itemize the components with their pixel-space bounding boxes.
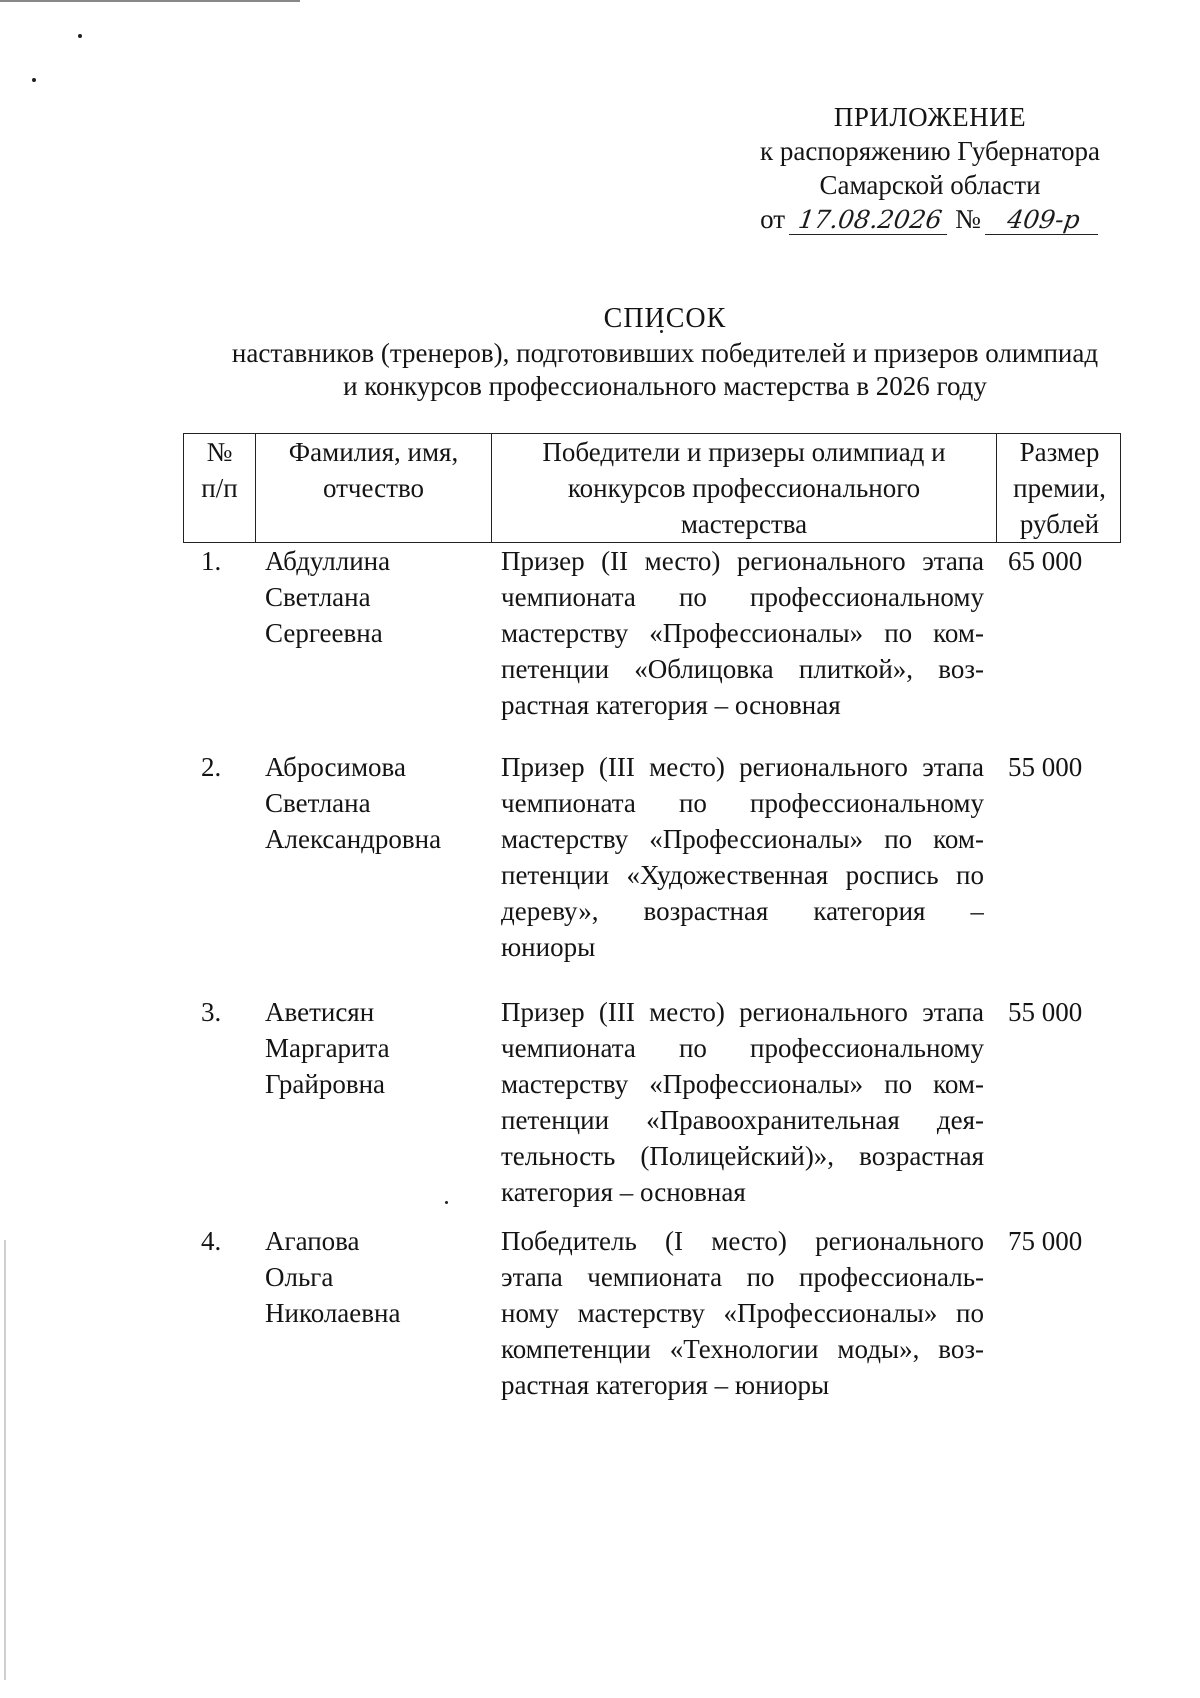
mentors-table bbox=[183, 433, 1121, 1423]
desc-line: Призер (II место) регионального этапа bbox=[501, 546, 984, 576]
name-line: Аветисян bbox=[265, 997, 375, 1027]
desc-line: петенции «Облицовка плиткой», воз- bbox=[501, 654, 984, 684]
date-prefix: от bbox=[760, 204, 786, 234]
row-number: 3. bbox=[201, 997, 222, 1027]
header-text: премии, bbox=[1013, 473, 1106, 503]
scan-speck bbox=[78, 34, 82, 38]
row-amount: 55 000 bbox=[1008, 752, 1083, 782]
document-heading bbox=[150, 302, 1180, 403]
appendix-signature-line bbox=[700, 202, 1160, 236]
name-line: Ольга bbox=[265, 1262, 334, 1292]
header-text: Фамилия, имя, bbox=[288, 437, 459, 467]
table-row bbox=[183, 994, 1121, 1223]
desc-line: петенции «Правоохранительная дея- bbox=[501, 1105, 984, 1135]
name-line: Светлана bbox=[265, 582, 371, 612]
heading-line-2: и конкурсов профессионального мастерства в 2026 году bbox=[343, 371, 987, 401]
row-number: 1. bbox=[201, 546, 222, 576]
row-name bbox=[255, 543, 491, 749]
header-achievement bbox=[492, 434, 997, 542]
scan-edge-line bbox=[0, 0, 300, 2]
desc-line: этапа чемпионата по профессиональ- bbox=[501, 1262, 984, 1292]
scan-speck bbox=[32, 78, 36, 82]
handwritten-date: 17.08.2026 bbox=[789, 206, 951, 235]
header-amount bbox=[997, 434, 1122, 542]
header-name bbox=[256, 434, 492, 542]
desc-line: юниоры bbox=[501, 932, 596, 962]
desc-line: мастерству «Профессионалы» по ком- bbox=[501, 824, 984, 854]
header-number bbox=[184, 434, 256, 542]
desc-line: чемпионата по профессиональному bbox=[501, 788, 984, 818]
name-line: Сергеевна bbox=[265, 618, 383, 648]
header-text: мастерства bbox=[680, 509, 808, 539]
appendix-line-decree: к распоряжению Губернатора bbox=[759, 136, 1101, 166]
desc-line: растная категория – основная bbox=[501, 690, 841, 720]
desc-line: Призер (III место) регионального этапа bbox=[501, 752, 984, 782]
desc-line: мастерству «Профессионалы» по ком- bbox=[501, 1069, 984, 1099]
header-text: № bbox=[206, 437, 233, 467]
row-achievement bbox=[491, 994, 996, 1223]
header-text: п/п bbox=[201, 473, 238, 503]
row-amount: 75 000 bbox=[1008, 1226, 1083, 1256]
row-name bbox=[255, 994, 491, 1223]
desc-line: тельность (Полицейский)», возрастная bbox=[501, 1141, 984, 1171]
header-text: конкурсов профессионального bbox=[567, 473, 921, 503]
desc-line: компетенции «Технологии моды», воз- bbox=[501, 1334, 984, 1364]
desc-line: ному мастерству «Профессионалы» по bbox=[501, 1298, 984, 1328]
desc-line: растная категория – юниоры bbox=[501, 1370, 830, 1400]
desc-line: петенции «Художественная роспись по bbox=[501, 860, 984, 890]
name-line: Николаевна bbox=[265, 1298, 401, 1328]
desc-line: категория – основная bbox=[501, 1177, 746, 1207]
name-line: Александровна bbox=[265, 824, 442, 854]
table-row bbox=[183, 1223, 1121, 1423]
appendix-block bbox=[700, 100, 1160, 236]
name-line: Агапова bbox=[265, 1226, 360, 1256]
desc-line: чемпионата по профессиональному bbox=[501, 582, 984, 612]
table-row bbox=[183, 749, 1121, 994]
heading-line-1: наставников (тренеров), подготовивших победителей и призеров олимпиад bbox=[231, 338, 1099, 368]
row-amount: 55 000 bbox=[1008, 997, 1083, 1027]
list-title: СПИСОК bbox=[603, 303, 727, 334]
row-achievement bbox=[491, 749, 996, 994]
row-name bbox=[255, 749, 491, 994]
row-achievement bbox=[491, 543, 996, 749]
header-text: Размер bbox=[1019, 437, 1100, 467]
row-name bbox=[255, 1223, 491, 1423]
desc-line: дереву», возрастная категория – bbox=[501, 896, 984, 926]
row-amount: 65 000 bbox=[1008, 546, 1083, 576]
appendix-line-region: Самарской области bbox=[819, 170, 1041, 200]
table-header bbox=[183, 433, 1121, 543]
name-line: Грайровна bbox=[265, 1069, 386, 1099]
desc-line: чемпионата по профессиональному bbox=[501, 1033, 984, 1063]
desc-line: Победитель (I место) регионального bbox=[501, 1226, 984, 1256]
name-line: Абдуллина bbox=[265, 546, 391, 576]
name-line: Маргарита bbox=[265, 1033, 390, 1063]
name-line: Абросимова bbox=[265, 752, 406, 782]
appendix-title: ПРИЛОЖЕНИЕ bbox=[833, 102, 1027, 132]
name-line: Светлана bbox=[265, 788, 371, 818]
row-number: 4. bbox=[201, 1226, 222, 1256]
scan-edge-line-left bbox=[4, 1240, 6, 1680]
row-number: 2. bbox=[201, 752, 222, 782]
row-achievement bbox=[491, 1223, 996, 1423]
handwritten-number: 409-р bbox=[985, 206, 1102, 235]
header-text: рублей bbox=[1019, 509, 1100, 539]
table-row bbox=[183, 543, 1121, 749]
number-prefix: № bbox=[955, 204, 981, 234]
header-text: отчество bbox=[322, 473, 425, 503]
desc-line: мастерству «Профессионалы» по ком- bbox=[501, 618, 984, 648]
header-text: Победители и призеры олимпиад и bbox=[542, 437, 946, 467]
desc-line: Призер (III место) регионального этапа bbox=[501, 997, 984, 1027]
